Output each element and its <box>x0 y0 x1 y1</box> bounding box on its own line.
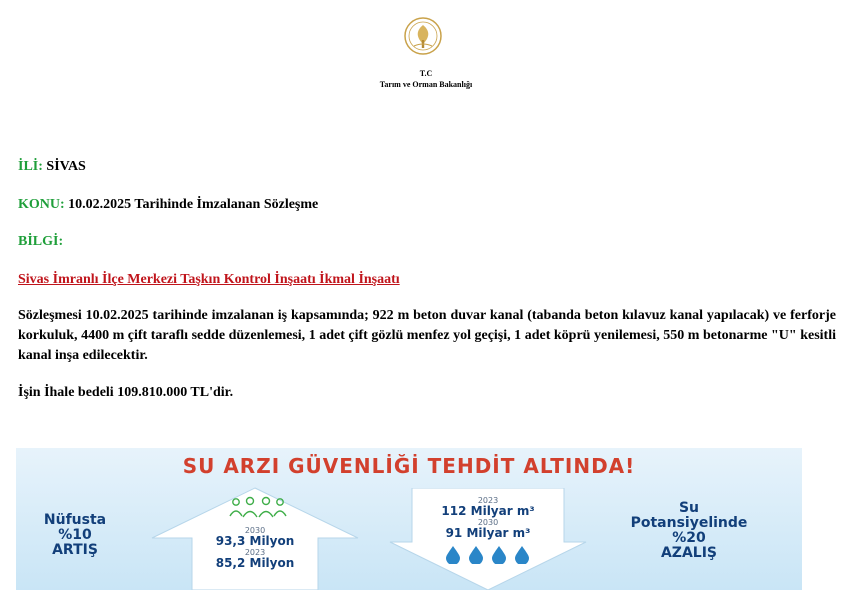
water-line3: %20 <box>672 530 706 546</box>
water-drops-icon <box>442 544 534 564</box>
project-description: Sözleşmesi 10.02.2025 tarihinde imzalanan iş kapsamında; 922 m beton duvar kanal (tabanda beton kılavuz kanal yapılacak) ve ferforje korkuluk, 4400 m çift taraflı sedde düzenlemesi, 1 adet çift gözlü menfez yol geçişi, 1 adet köprü yenilemesi, 550 m betonarme "U" kesitli kanal inşa edilecektir. <box>18 308 836 363</box>
info-label: BİLGİ: <box>18 234 64 249</box>
water-decrease-text <box>594 501 784 561</box>
population-stat-2023: 2023 85,2 Milyon <box>215 548 295 570</box>
country-label: T.C <box>419 69 433 78</box>
population-stat-2030: 2030 93,3 Milyon <box>215 526 295 548</box>
subject-label: KONU: <box>18 197 65 212</box>
water-line4: AZALIŞ <box>660 545 718 561</box>
project-title-line <box>18 271 400 289</box>
province-value: SİVAS <box>42 159 86 174</box>
population-line2: %10 <box>58 527 92 543</box>
ministry-seal-icon <box>403 16 443 56</box>
water-security-banner <box>16 448 802 590</box>
ministry-name: Tarım ve Orman Bakanlığı <box>379 80 473 89</box>
water-line1: Su <box>678 500 700 516</box>
water-stat-2023: 2023 112 Milyar m³ <box>441 496 535 518</box>
water-stat-2030: 2030 91 Milyar m³ <box>445 518 531 540</box>
info-line <box>18 233 63 251</box>
water-line2: Potansiyelinde <box>630 515 748 531</box>
population-line1: Nüfusta <box>43 512 107 528</box>
project-title: Sivas İmranlı İlçe Merkezi Taşkın Kontrol İnşaatı İkmal İnşaatı <box>18 272 400 287</box>
population-increase-text <box>20 513 130 558</box>
population-line3: ARTIŞ <box>52 542 98 558</box>
tender-cost: İşin İhale bedeli 109.810.000 TL'dir. <box>18 385 234 400</box>
subject-line <box>18 196 318 214</box>
province-label: İLİ: <box>18 159 43 174</box>
province-line <box>18 158 86 176</box>
subject-value: 10.02.2025 Tarihinde İmzalanan Sözleşme <box>64 197 319 212</box>
people-icon <box>226 496 290 520</box>
banner-title: SU ARZI GÜVENLİĞİ TEHDİT ALTINDA! <box>182 454 636 478</box>
